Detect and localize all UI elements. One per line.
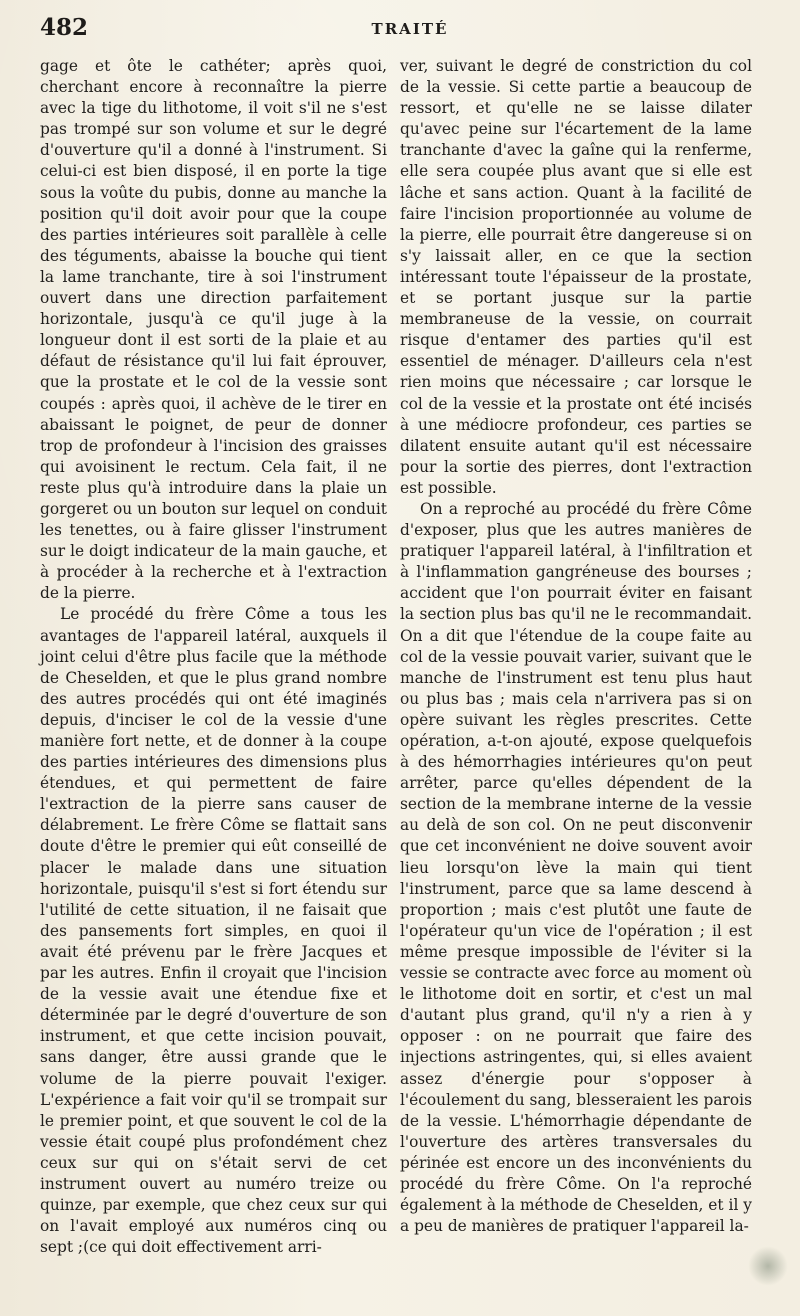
paragraph: Le procédé du frère Côme a tous les avantages de l'appareil latéral, auxquels il joint celui d'être plus facile que la méthode de Cheselden, et que le plus grand nombre des autres procédés qui ont été imaginés depuis, d'inciser le col de la vessie d'une manière fort nette, et de donner à la coupe des parties intérieures des dimensions plus étendues, et qui permettent de faire l'extraction de la pierre sans causer de délabrement. Le frère Côme se flattait sans doute d'être le premier qui eût conseillé de placer le malade dans une situation horizontale, puisqu'il s'est si fort étendu sur l'utilité de cette situation, il ne faisait que des pansements fort simples, en quoi il avait été prévenu par le frère Jacques et par les autres. Enfin il croyait que l'incision de la vessie avait une étendue fixe et déterminée par le degré d'ouverture de son instrument, et que cette incision pouvait, sans danger, être aussi grande que le volume de la pierre pouvait l'exiger. L'expérience a fait voir qu'il se trompait sur le premier point, et que souvent le col de la vessie était coupé plus profondément chez ceux sur qui on s'était servi de cet instrument ouvert au numéro treize ou quinze, par exemple, que chez ceux sur qui on l'avait employé aux numéros cinq ou sept ;(ce qui doit effectivement arri-: [40, 605, 387, 1257]
paper-stain: [748, 1246, 788, 1286]
left-column: [40, 56, 387, 1258]
paragraph: gage et ôte le cathéter; après quoi, cherchant encore à reconnaître la pierre avec la tige du lithotome, il voit s'il ne s'est pas trompé sur son volume et sur le degré d'ouverture qu'il a donné à l'instrument. Si celui-ci est bien disposé, il en porte la tige sous la voûte du pubis, donne au manche la position qu'il doit avoir pour que la coupe des parties intérieures soit parallèle à celle des téguments, abaisse la bouche qui tient la lame tranchante, tire à soi l'instrument ouvert dans une direction parfaitement horizontale, jusqu'à ce qu'il juge à la longueur dont il est sorti de la plaie et au défaut de résistance qu'il lui fait éprouver, que la prostate et le col de la vessie sont coupés : après quoi, il achève de le tirer en abaissant le poignet, de peur de donner trop de profondeur à l'incision des graisses qui avoisinent le rectum. Cela fait, il ne reste plus qu'à introduire dans la plaie un gorgeret ou un bouton sur lequel on conduit les tenettes, ou à faire glisser l'instrument sur le doigt indicateur de la main gauche, et à procéder à la recherche et à l'extraction de la pierre.: [40, 57, 387, 603]
paragraph: On a reproché au procédé du frère Côme d'exposer, plus que les autres manières de pratiquer l'appareil latéral, à l'infiltration et à l'inflammation gangréneuse des bourses ; accident que l'on pourrait éviter en faisant la section plus bas qu'il ne le recommandait. On a dit que l'étendue de la coupe faite au col de la vessie pouvait varier, suivant que le manche de l'instrument est tenu plus haut ou plus bas ; mais cela n'arrivera pas si on opère suivant les règles prescrites. Cette opération, a-t-on ajouté, expose quelquefois à des hémorrhagies intérieures qu'on peut arrêter, parce qu'elles dépendent de la section de la membrane interne de la vessie au delà de son col. On ne peut disconvenir que cet inconvénient ne doive souvent avoir lieu lorsqu'on lève la main qui tient l'instrument, parce que sa lame descend à proportion ; mais c'est plutôt une faute de l'opérateur qu'un vice de l'opération ; il est même presque impossible de l'éviter si la vessie se contracte avec force au moment où le lithotome doit en sortir, et c'est un mal d'autant plus grand, qu'il n'y a rien à y opposer : on ne pourrait que faire des injections astringentes, qui, si elles avaient assez d'énergie pour s'opposer à l'écoulement du sang, blesseraient les parois de la vessie. L'hémorrhagie dépendante de l'ouverture des artères transversales du périnée est encore un des inconvénients du procédé du frère Côme. On l'a reproché également à la méthode de Cheselden, et il y a peu de manières de pratiquer l'appareil la-: [400, 499, 752, 1236]
running-title: TRAITÉ: [371, 20, 449, 38]
right-column: [400, 56, 752, 1237]
page-header: [40, 14, 780, 44]
paragraph: ver, suivant le degré de constriction du col de la vessie. Si cette partie a beaucoup de ressort, et qu'elle ne se laisse dilater qu'avec peine sur l'écartement de la lame tranchante d'avec la gaîne qui la renferme, elle sera coupée plus avant que si elle est lâche et sans action. Quant à la facilité de faire l'incision proportionnée au volume de la pierre, elle pourrait être dangereuse si on s'y laissait aller, en ce que la section intéressant toute l'épaisseur de la prostate, et se portant jusque sur la partie membraneuse de la vessie, on courrait risque d'entamer des parties qu'il est essentiel de ménager. D'ailleurs cela n'est rien moins que nécessaire ; car lorsque le col de la vessie et la prostate ont été incisés à une médiocre profondeur, ces parties se dilatent ensuite autant qu'il est nécessaire pour la sortie des pierres, dont l'extraction est possible.: [400, 57, 752, 497]
page-number: 482: [40, 14, 89, 41]
